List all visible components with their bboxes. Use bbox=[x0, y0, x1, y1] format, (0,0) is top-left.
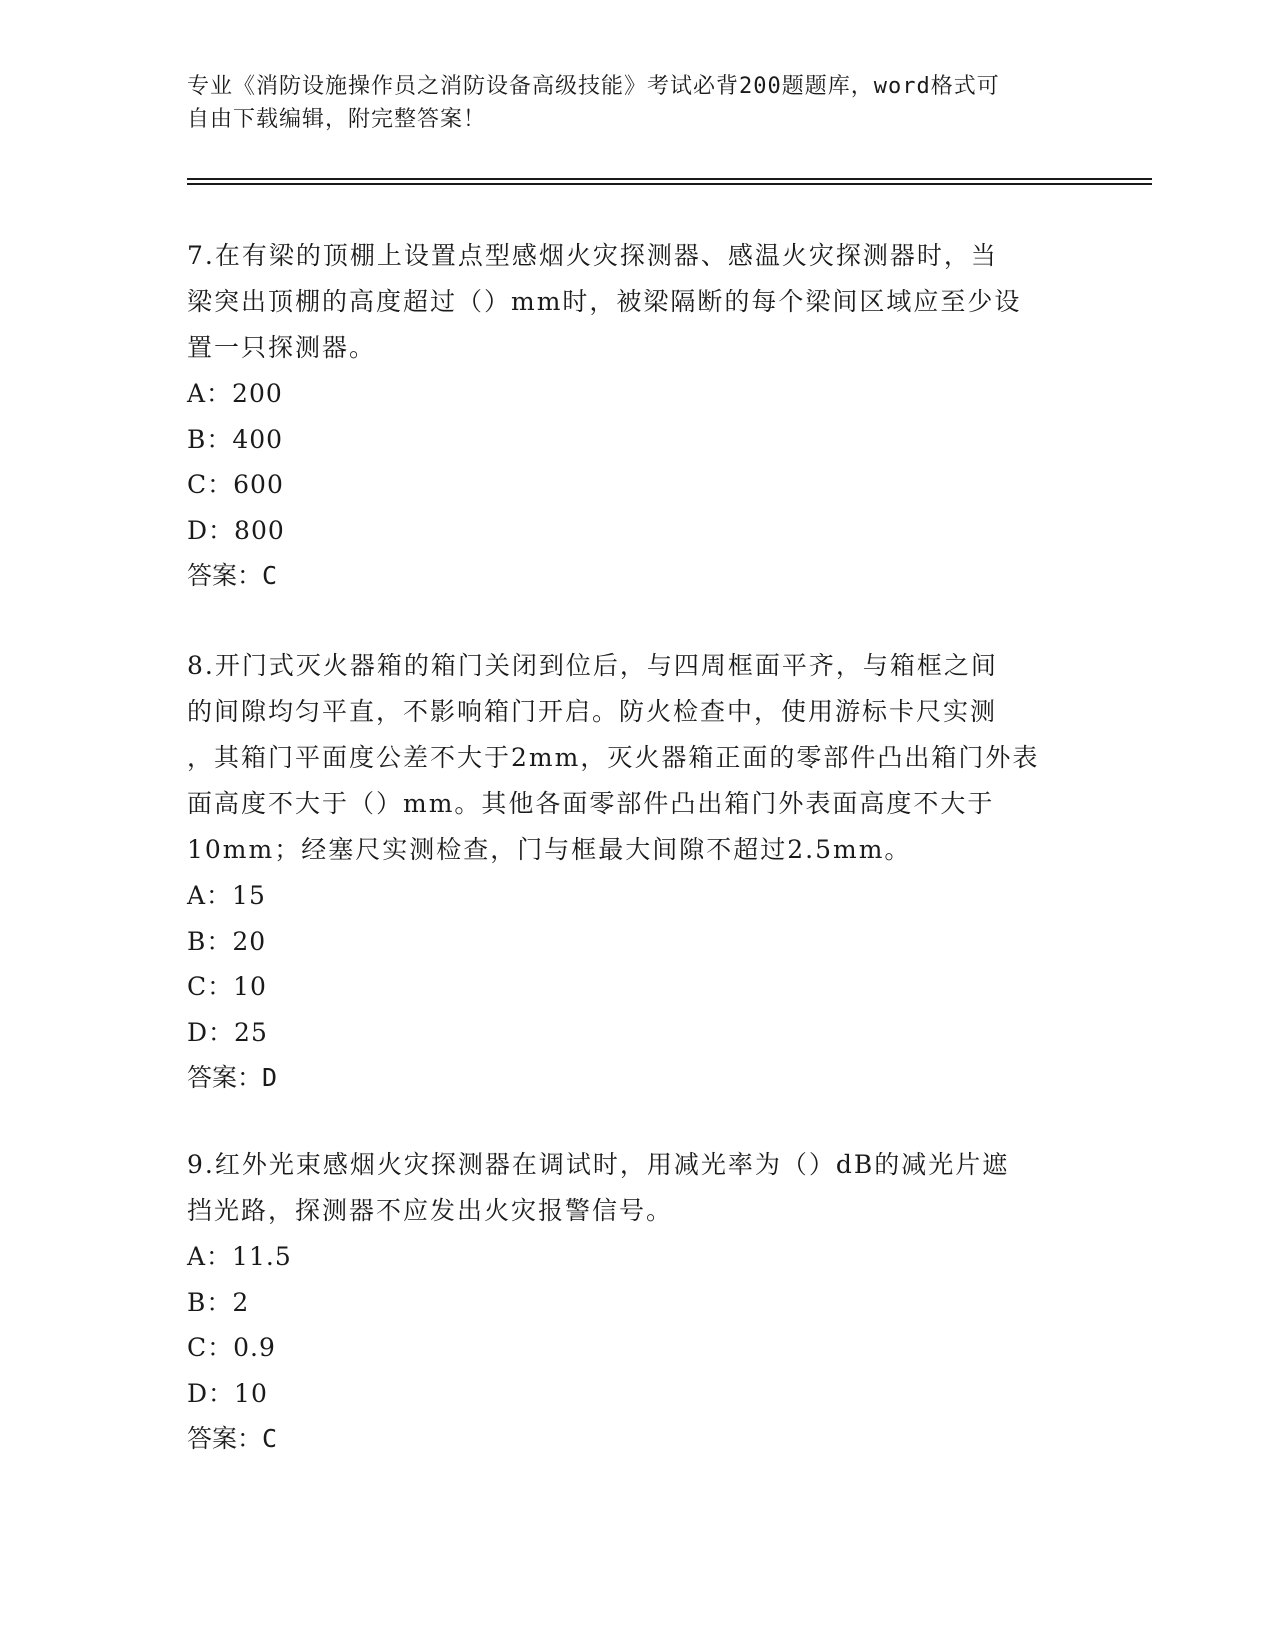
question-stem-line: 10mm；经塞尺实测检查，门与框最大间隙不超过2.5mm。 bbox=[187, 835, 912, 864]
question-stem-line: 的间隙均匀平直，不影响箱门开启。防火检查中，使用游标卡尺实测 bbox=[187, 697, 998, 726]
option-list bbox=[187, 1234, 1087, 1416]
option-b: B：20 bbox=[187, 926, 267, 956]
option-a: A：200 bbox=[187, 379, 283, 408]
option-b: B：2 bbox=[187, 1287, 250, 1317]
question-7 bbox=[187, 233, 1087, 598]
question-stem-line: 8.开门式灭火器箱的箱门关闭到位后，与四周框面平齐，与箱框之间 bbox=[187, 651, 998, 680]
question-stem-line: 梁突出顶棚的高度超过（）mm时，被梁隔断的每个梁间区域应至少设 bbox=[187, 287, 1022, 316]
option-c: C：0.9 bbox=[187, 1333, 276, 1362]
question-stem-line: 挡光路，探测器不应发出火灾报警信号。 bbox=[187, 1196, 674, 1225]
question-stem bbox=[187, 1142, 1087, 1234]
question-stem bbox=[187, 233, 1087, 371]
option-list bbox=[187, 873, 1087, 1055]
answer-label: 答案：C bbox=[187, 1424, 278, 1453]
question-9 bbox=[187, 1142, 1087, 1461]
question-stem-line: 面高度不大于（）mm。其他各面零部件凸出箱门外表面高度不大于 bbox=[187, 789, 995, 818]
option-c: C：600 bbox=[187, 470, 284, 499]
option-d: D：800 bbox=[187, 515, 285, 545]
header-title-line-2: 自由下载编辑，附完整答案！ bbox=[187, 107, 487, 132]
option-b: B：400 bbox=[187, 424, 284, 454]
answer-label: 答案：D bbox=[187, 1063, 278, 1092]
answer-label: 答案：C bbox=[187, 561, 278, 590]
header-divider-bottom bbox=[187, 183, 1152, 185]
option-a: A：11.5 bbox=[187, 1242, 292, 1271]
question-stem-line: 置一只探测器。 bbox=[187, 333, 377, 362]
document-header bbox=[187, 70, 1067, 136]
question-8 bbox=[187, 643, 1087, 1100]
option-list bbox=[187, 371, 1087, 553]
option-d: D：10 bbox=[187, 1378, 268, 1408]
question-stem-line: 7.在有梁的顶棚上设置点型感烟火灾探测器、感温火灾探测器时，当 bbox=[187, 241, 998, 270]
header-divider-top bbox=[187, 178, 1152, 180]
question-stem bbox=[187, 643, 1087, 873]
question-stem-line: ，其箱门平面度公差不大于2mm，灭火器箱正面的零部件凸出箱门外表 bbox=[187, 743, 1040, 772]
question-stem-line: 9.红外光束感烟火灾探测器在调试时，用减光率为（）dB的减光片遮 bbox=[187, 1150, 1010, 1179]
option-d: D：25 bbox=[187, 1017, 268, 1047]
option-c: C：10 bbox=[187, 972, 267, 1001]
option-a: A：15 bbox=[187, 881, 266, 910]
header-title-line-1: 专业《消防设施操作员之消防设备高级技能》考试必背200题题库，word格式可 bbox=[187, 74, 1000, 99]
